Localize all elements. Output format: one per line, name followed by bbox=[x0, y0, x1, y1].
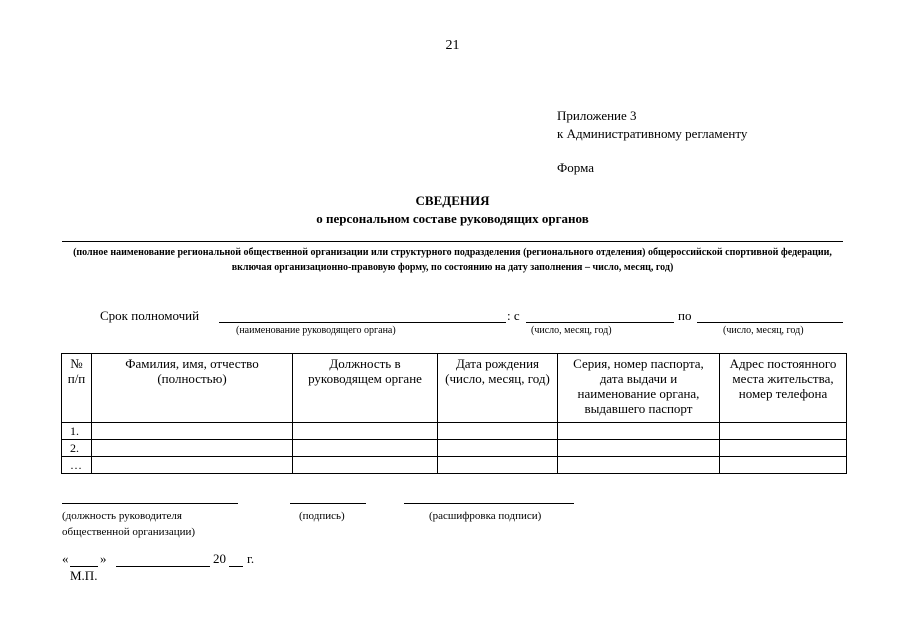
table-cell[interactable] bbox=[293, 440, 438, 457]
table-row bbox=[62, 457, 847, 474]
organization-name-line[interactable] bbox=[62, 241, 843, 242]
signature-caption: (подпись) bbox=[299, 510, 345, 522]
date-year-prefix: 20 bbox=[213, 551, 226, 566]
appendix-header bbox=[557, 107, 747, 143]
table-row bbox=[62, 423, 847, 440]
header-full-name: Фамилия, имя, отчество (полностью) bbox=[92, 354, 293, 423]
row-number: 1. bbox=[62, 423, 92, 440]
table-cell[interactable] bbox=[558, 423, 720, 440]
document-title: СВЕДЕНИЯ bbox=[415, 193, 490, 208]
term-to-date-line[interactable] bbox=[697, 322, 843, 323]
members-table bbox=[61, 353, 847, 474]
appendix-line-1: Приложение 3 bbox=[557, 108, 637, 123]
governing-body-caption: (наименование руководящего органа) bbox=[236, 325, 396, 336]
header-address: Адрес постоянного места жительства, номер телефона bbox=[720, 354, 847, 423]
position-signature-line[interactable] bbox=[62, 503, 238, 504]
header-position: Должность в руководящем органе bbox=[293, 354, 438, 423]
table-cell[interactable] bbox=[720, 440, 847, 457]
table-cell[interactable] bbox=[293, 457, 438, 474]
signature-decode-line[interactable] bbox=[404, 503, 574, 504]
row-number: 2. bbox=[62, 440, 92, 457]
position-caption: (должность руководителя общественной организации) bbox=[62, 510, 196, 538]
date-close-quote: » bbox=[100, 551, 107, 566]
form-label: Форма bbox=[557, 160, 594, 175]
term-label: Срок полномочий bbox=[100, 308, 200, 323]
header-number: № п/п bbox=[62, 354, 92, 423]
table-cell[interactable] bbox=[720, 423, 847, 440]
table-cell[interactable] bbox=[438, 457, 558, 474]
date-year-line[interactable] bbox=[229, 566, 243, 567]
header-passport: Серия, номер паспорта, дата выдачи и наименование органа, выдавшего паспорт bbox=[558, 354, 720, 423]
appendix-line-2: к Административному регламенту bbox=[557, 126, 748, 141]
table-cell[interactable] bbox=[720, 457, 847, 474]
term-from-date-line[interactable] bbox=[526, 322, 674, 323]
table-cell[interactable] bbox=[558, 457, 720, 474]
document-subtitle: о персональном составе руководящих органов bbox=[316, 211, 589, 226]
date-month-line[interactable] bbox=[116, 566, 210, 567]
table-header-row bbox=[62, 354, 847, 423]
table-cell[interactable] bbox=[558, 440, 720, 457]
organization-name-caption: (полное наименование региональной общественной организации или структурного подразделения (регионального отделения) общероссийской спортивной федерации, включая организационно-правовую форму, по состоянию на дату заполнения – число, месяц, год) bbox=[73, 247, 832, 273]
governing-body-line[interactable] bbox=[219, 322, 506, 323]
term-from-caption: (число, месяц, год) bbox=[531, 325, 612, 336]
table-cell[interactable] bbox=[293, 423, 438, 440]
date-open-quote: « bbox=[62, 551, 69, 566]
table-cell[interactable] bbox=[438, 423, 558, 440]
header-birth-date: Дата рождения (число, месяц, год) bbox=[438, 354, 558, 423]
signature-line[interactable] bbox=[290, 503, 366, 504]
date-year-suffix: г. bbox=[247, 551, 255, 566]
table-cell[interactable] bbox=[438, 440, 558, 457]
table-cell[interactable] bbox=[92, 440, 293, 457]
page-number: 21 bbox=[445, 38, 460, 53]
row-number: … bbox=[62, 457, 92, 474]
term-from-label: : с bbox=[507, 308, 520, 323]
table-cell[interactable] bbox=[92, 423, 293, 440]
date-day-line[interactable] bbox=[70, 566, 98, 567]
table-row bbox=[62, 440, 847, 457]
term-to-label: по bbox=[678, 308, 692, 323]
stamp-place-label: М.П. bbox=[70, 568, 98, 583]
table-cell[interactable] bbox=[92, 457, 293, 474]
term-to-caption: (число, месяц, год) bbox=[723, 325, 804, 336]
signature-decode-caption: (расшифровка подписи) bbox=[429, 510, 542, 522]
